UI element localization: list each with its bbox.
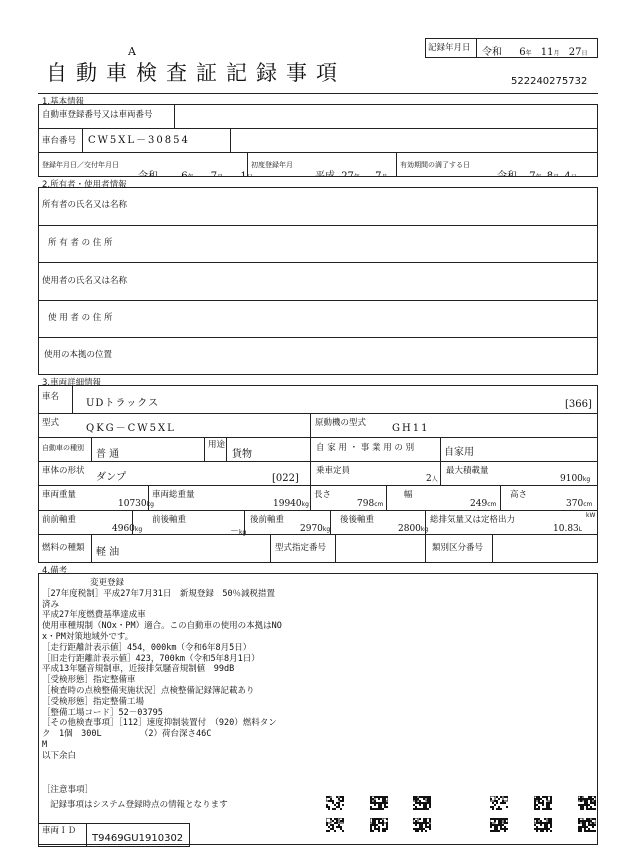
section-remarks: 4.備考 [38, 562, 598, 574]
remarks-line: ［旧走行距離計表示値］423，700km（令和5年8月1日） [42, 653, 260, 664]
document-number: 522240275732 [511, 76, 588, 87]
owner-address-label: 所 有 者 の 住 所 [48, 238, 113, 248]
notes-title: ［注意事項］ [42, 785, 94, 795]
category-number-label: 類別区分番号 [432, 543, 484, 553]
qr-code-icon [534, 796, 552, 810]
make-label: 車名 [42, 392, 60, 402]
remarks-line: ［検査時の点検整備実施状況］点検整備記録簿記載あり [42, 685, 255, 696]
section-vehicle: 3.車両詳細情報 [38, 374, 598, 386]
section-owner: 2.所有者・使用者情報 [38, 176, 598, 188]
make-code: [366] [565, 399, 592, 410]
front-front-axle-value: 4960kg [112, 524, 143, 534]
width-value: 249cm [470, 499, 497, 509]
type-designation-label: 型式指定番号 [275, 543, 327, 553]
max-load-value: 9100kg [560, 474, 591, 484]
gross-weight-label: 車両総重量 [152, 490, 195, 500]
width-label: 幅 [404, 490, 413, 500]
fuel-value: 軽 油 [96, 547, 120, 558]
record-date: 令和 6年 11月 27日 [482, 47, 588, 58]
front-rear-axle-value: －kg [230, 527, 247, 537]
chassis-number: CW5XL－30854 [88, 135, 190, 146]
remarks-line: 済み [42, 599, 60, 610]
qr-code-icon [326, 818, 344, 832]
user-name-label: 使用者の氏名又は名称 [42, 276, 128, 286]
remarks-line: ［受検形態］指定整備車 [42, 675, 136, 686]
first-registration-label: 初度登録年月 [251, 161, 293, 169]
use-label: 用途 [208, 440, 226, 450]
page-title: 自動車検査証記録事項 [46, 61, 346, 85]
qr-code-icon [326, 796, 344, 810]
height-label: 高さ [510, 490, 528, 500]
remarks-line: 平成27年度燃費基準達成車 [42, 610, 146, 621]
qr-code-icon [534, 818, 552, 832]
remarks-line: 平成13年騒音規制車，近接排気騒音規制値 99dB [42, 664, 235, 675]
vehicle-id: T9469GU1910302 [92, 833, 184, 844]
vehicle-kind-value: 普 通 [96, 449, 120, 460]
displacement-value: 10.83L [553, 524, 583, 534]
qr-code-icon [370, 818, 388, 832]
qr-code-icon [413, 818, 431, 832]
max-load-label: 最大積載量 [446, 466, 489, 476]
registration-date-label: 登録年月日／交付年月日 [42, 161, 119, 169]
qr-code-icon [490, 818, 508, 832]
remarks-line: ク 1個 300L （2）荷台深さ46C [42, 729, 212, 740]
qr-code-icon [578, 818, 596, 832]
displacement-label: 総排気量又は定格出力 [430, 515, 516, 525]
use-value: 貨物 [232, 449, 252, 460]
model-value: QKG－CW5XL [86, 423, 176, 434]
vehicle-weight-value: 10730kg [118, 499, 154, 509]
remarks-list [42, 578, 282, 762]
rear-rear-axle-label: 後後軸重 [340, 515, 375, 525]
private-business-value: 自家用 [444, 447, 474, 458]
qr-code-icon [370, 796, 388, 810]
capacity-value: 2人 [426, 474, 438, 484]
gross-weight-value: 19940kg [273, 499, 309, 509]
remarks-line: ［その他検査事項］［112］速度抑制装置付 （920）燃料タン [42, 718, 277, 729]
body-shape-value: ダンプ [96, 472, 127, 483]
private-business-label: 自 家 用 ・ 事 業 用 の 別 [316, 443, 415, 453]
user-address-label: 使 用 者 の 住 所 [48, 313, 113, 323]
expiry-date-label: 有効期間の満了する日 [400, 161, 470, 169]
remarks-line: 使用車種規制（NOx・PM）適合。この自動車の使用の本拠はNO [42, 621, 282, 632]
length-value: 798cm [357, 499, 384, 509]
base-location-label: 使用の本拠の位置 [44, 350, 113, 360]
rear-rear-axle-value: 2800kg [398, 524, 429, 534]
front-front-axle-label: 前前軸重 [42, 515, 77, 525]
fuel-label: 燃料の種類 [42, 543, 85, 553]
height-value: 370cm [566, 499, 593, 509]
vehicle-weight-label: 車両重量 [42, 490, 77, 500]
remarks-line: 以下余白 [42, 750, 77, 761]
section-basic: 1.基本情報 [38, 93, 598, 105]
remarks-line: ［走行距離計表示値］454，000km（令和6年8月5日） [42, 642, 252, 653]
length-label: 長さ [314, 490, 332, 500]
engine-value: GH11 [392, 423, 430, 434]
vehicle-kind-label: 自動車の種別 [42, 444, 84, 452]
front-rear-axle-label: 前後軸重 [152, 515, 187, 525]
model-label: 型式 [42, 418, 60, 428]
qr-code-icon [490, 796, 508, 810]
body-shape-label: 車体の形状 [42, 466, 85, 476]
rear-front-axle-label: 後前軸重 [250, 515, 285, 525]
remarks-line: ［27年度税制］平成27年7月31日 新規登録 50％減税措置 [42, 588, 276, 599]
owner-name-label: 所有者の氏名又は名称 [42, 200, 128, 210]
record-date-label: 記録年月日 [428, 43, 471, 53]
doc-mark: A [128, 45, 136, 58]
vehicle-id-label: 車両ＩＤ [42, 826, 77, 836]
make-value: UDトラックス [86, 398, 160, 409]
remarks-line: M [42, 739, 48, 750]
qr-code-icon [413, 796, 431, 810]
remarks-line: ［受検形態］指定整備工場 [42, 696, 145, 707]
remarks-line: x・PM対策地域外です。 [42, 631, 134, 642]
capacity-label: 乗車定員 [316, 466, 351, 476]
remarks-line: ［整備工場コード］52－03795 [42, 707, 163, 718]
notes-text: 記録事項はシステム登録時点の情報となります [50, 800, 228, 810]
remarks-line: 変更登録 [90, 578, 125, 588]
chassis-number-label: 車台番号 [42, 136, 77, 146]
registration-number-label: 自動車登録番号又は車両番号 [42, 110, 153, 120]
engine-label: 原動機の型式 [315, 418, 367, 428]
displacement-unit-kw: kW [586, 512, 596, 519]
qr-code-icon [578, 796, 596, 810]
rear-front-axle-value: 2970kg [300, 524, 331, 534]
body-shape-code: [022] [272, 473, 299, 484]
